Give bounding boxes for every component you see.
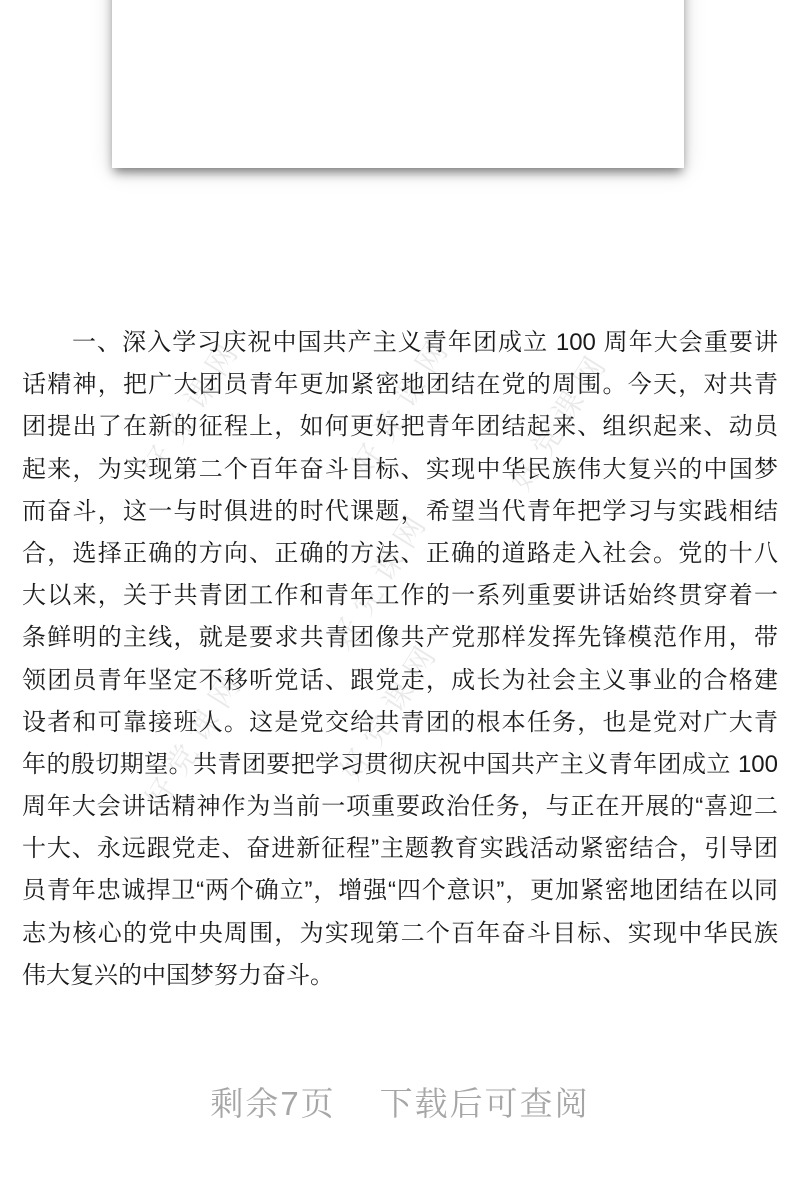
text-line: 设者和可靠接班人。这是党交给共青团的根本任务，也是党对广大青 [22,708,778,736]
text-line: 起来，为实现第二个百年奋斗目标、实现中华民族伟大复兴的中国梦 [22,455,778,483]
watermark: 好党课网 [136,330,250,484]
text-line: 领团员青年坚定不移听党话、跟党走，成长为社会主义事业的合格建 [22,666,778,694]
text-line: 条鲜明的主线，就是要求共青团像共产党那样发挥先锋模范作用，带 [22,624,778,652]
document-text [22,322,778,997]
watermark: 好党课网 [334,633,448,787]
text-line: 志为核心的党中央周围，为实现第二个百年奋斗目标、实现中华民族 [22,919,778,947]
text-line: 周年大会讲话精神作为当前一项重要政治任务，与正在开展的“喜迎二 [22,793,778,821]
text-line: 年的殷切期望。共青团要把学习贯彻庆祝中国共产主义青年团成立 100 [22,750,778,778]
document-preview-page [112,0,684,168]
text-line: 伟大复兴的中国梦努力奋斗。 [22,961,334,989]
remaining-pages-label: 剩余7页 [210,1085,336,1122]
text-line: 话精神，把广大团员青年更加紧密地团结在党的周围。今天，对共青 [22,371,778,399]
text-line: 员青年忠诚捍卫“两个确立”，增强“四个意识”，更加紧密地团结在以同 [22,877,778,905]
watermark: 好党课网 [324,502,438,656]
text-line: 团提出了在新的征程上，如何更好把青年团结起来、组织起来、动员 [22,413,778,441]
text-line: 十大、永远跟党走、奋进新征程”主题教育实践活动紧密结合，引导团 [22,835,778,863]
pages-remaining-notice [0,1082,800,1126]
watermark: 好党课网 [504,343,618,497]
text-line: 一、深入学习庆祝中国共产主义青年团成立 100 周年大会重要讲 [72,329,778,356]
watermark: 好党课网 [346,328,460,482]
text-line: 合，选择正确的方向、正确的方法、正确的道路走入社会。党的十八 [22,539,778,567]
watermark: 好党课网 [139,662,253,816]
text-line: 而奋斗，这一与时俱进的时代课题，希望当代青年把学习与实践相结 [22,497,778,525]
download-note-label: 下载后可查阅 [379,1085,590,1122]
text-line: 大以来，关于共青团工作和青年工作的一系列重要讲话始终贯穿着一 [22,582,778,610]
